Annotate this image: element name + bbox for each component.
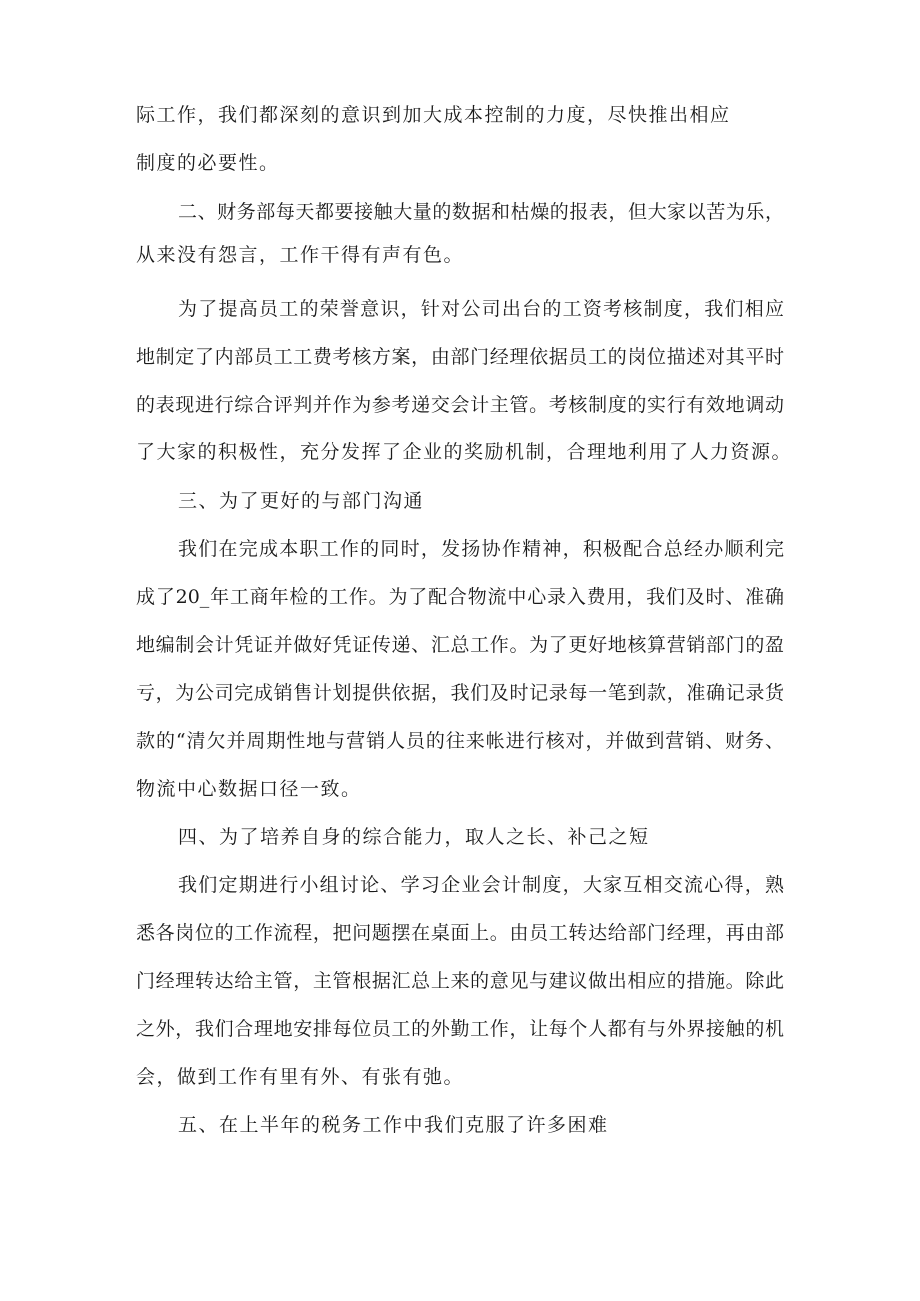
paragraph-line: 亏，为公司完成销售计划提供依据，我们及时记录每一笔到款，准确记录货: [136, 682, 784, 704]
paragraph-line: 我们定期进行小组讨论、学习企业会计制度，大家互相交流心得，熟: [178, 874, 784, 896]
paragraph-line: 之外，我们合理地安排每位员工的外勤工作，让每个人都有与外界接触的机: [136, 1018, 784, 1040]
paragraph-line: 从来没有怨言，工作干得有声有色。: [136, 244, 465, 266]
paragraph-line: 际工作，我们都深刻的意识到加大成本控制的力度，尽快推出相应: [136, 104, 731, 126]
paragraph-line: 悉各岗位的工作流程，把问题摆在桌面上。由员工转达给部门经理，再由部: [136, 922, 784, 944]
paragraph-line: 物流中心数据口径一致。: [136, 778, 362, 800]
paragraph-line: 款的“清欠并周期性地与营销人员的往来帐进行核对，并做到营销、财务、: [136, 730, 784, 752]
paragraph-line: 我们在完成本职工作的同时，发扬协作精神，积极配合总经办顺利完: [178, 538, 784, 560]
section-heading-four: 四、为了培养自身的综合能力，取人之长、补己之短: [178, 826, 650, 848]
paragraph-line: 地制定了内部员工工费考核方案，由部门经理依据员工的岗位描述对其平时: [136, 346, 784, 368]
section-heading-three: 三、为了更好的与部门沟通: [178, 490, 425, 512]
paragraph-line: 的表现进行综合评判并作为参考递交会计主管。考核制度的实行有效地调动: [136, 394, 784, 416]
paragraph-line: 门经理转达给主管，主管根据汇总上来的意见与建议做出相应的措施。除此: [136, 970, 784, 992]
paragraph-line: 了大家的积极性，充分发挥了企业的奖励机制，合理地利用了人力资源。: [136, 441, 793, 463]
paragraph-line: 制度的必要性。: [136, 152, 280, 174]
paragraph-line: 地编制会计凭证并做好凭证传递、汇总工作。为了更好地核算营销部门的盈: [136, 634, 784, 656]
section-heading-five: 五、在上半年的税务工作中我们克服了许多困难: [178, 1114, 609, 1136]
paragraph-line: 为了提高员工的荣誉意识，针对公司出台的工资考核制度，我们相应: [178, 298, 784, 320]
section-heading-two: 二、财务部每天都要接触大量的数据和枯燥的报表，但大家以苦为乐，: [178, 201, 784, 223]
paragraph-line: 会，做到工作有里有外、有张有弛。: [136, 1066, 465, 1088]
paragraph-line: 成了20_年工商年检的工作。为了配合物流中心录入费用，我们及时、准确: [136, 586, 784, 608]
